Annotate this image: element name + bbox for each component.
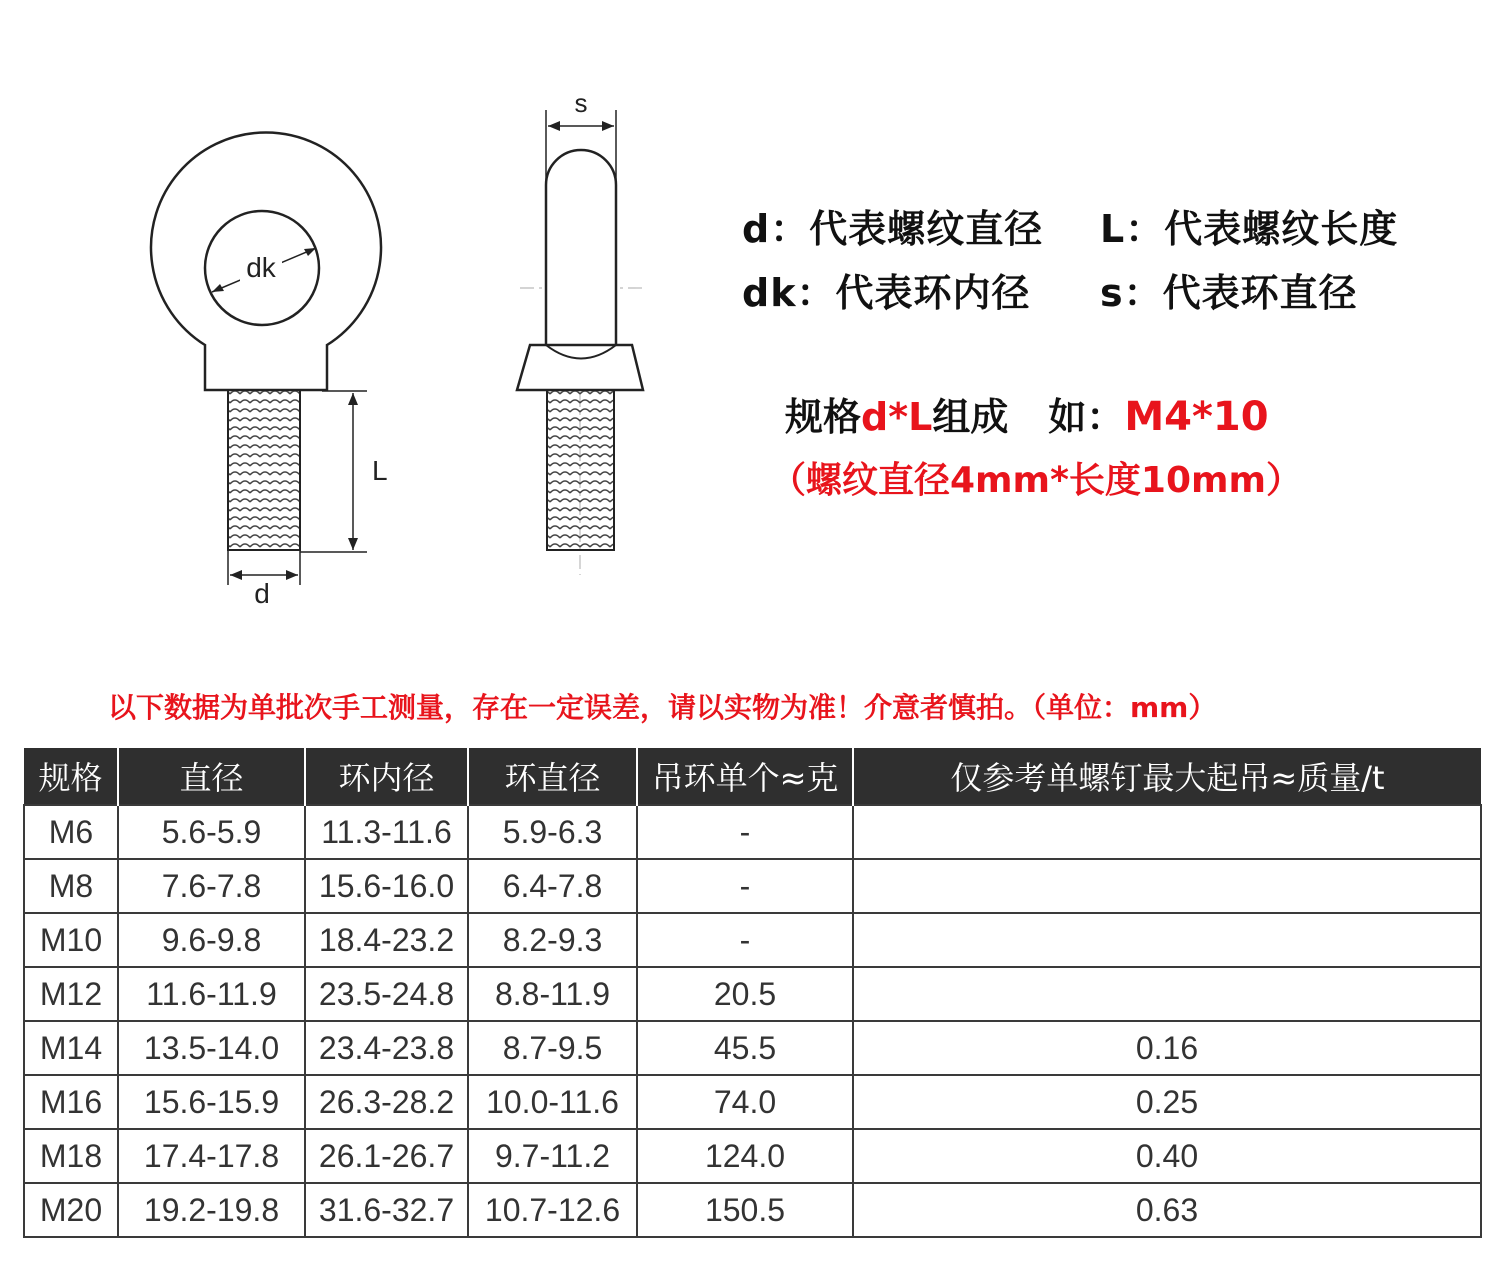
legend-s: s：代表环直径 — [1100, 271, 1358, 315]
cell-spec: M10 — [24, 913, 118, 967]
cell-max-lift — [853, 859, 1481, 913]
measurement-notice: 以下数据为单批次手工测量，存在一定误差，请以实物为准！介意者慎拍。（单位：mm） — [108, 691, 1217, 724]
header-weight: 吊环单个≈克 — [637, 748, 853, 805]
cell-ring-inner: 31.6-32.7 — [305, 1183, 468, 1237]
cell-spec: M16 — [24, 1075, 118, 1129]
cell-ring-inner: 23.4-23.8 — [305, 1021, 468, 1075]
cell-ring-diameter: 8.7-9.5 — [468, 1021, 637, 1075]
header-max-lift: 仅参考单螺钉最大起吊≈质量/t — [853, 748, 1481, 805]
table-header-row — [24, 748, 1481, 805]
cell-max-lift: 0.63 — [853, 1183, 1481, 1237]
cell-max-lift: 0.25 — [853, 1075, 1481, 1129]
cell-spec: M18 — [24, 1129, 118, 1183]
cell-weight: 20.5 — [637, 967, 853, 1021]
spec-table — [23, 748, 1482, 1238]
cell-diameter: 5.6-5.9 — [118, 805, 305, 859]
table-row — [24, 859, 1481, 913]
cell-ring-diameter: 8.2-9.3 — [468, 913, 637, 967]
side-view — [517, 88, 643, 575]
L-label: L — [372, 455, 388, 486]
spec-prefix: 规格 — [785, 395, 862, 439]
cell-spec: M8 — [24, 859, 118, 913]
cell-ring-diameter: 10.0-11.6 — [468, 1075, 637, 1129]
cell-spec: M12 — [24, 967, 118, 1021]
table-row — [24, 913, 1481, 967]
cell-diameter: 13.5-14.0 — [118, 1021, 305, 1075]
cell-ring-diameter: 5.9-6.3 — [468, 805, 637, 859]
spec-example-label: 如： — [1048, 395, 1125, 439]
cell-weight: - — [637, 913, 853, 967]
cell-weight: 45.5 — [637, 1021, 853, 1075]
cell-ring-inner: 11.3-11.6 — [305, 805, 468, 859]
header-diameter: 直径 — [118, 748, 305, 805]
front-view — [151, 133, 388, 609]
table-row — [24, 967, 1481, 1021]
cell-max-lift — [853, 913, 1481, 967]
cell-ring-inner: 26.3-28.2 — [305, 1075, 468, 1129]
cell-max-lift: 0.40 — [853, 1129, 1481, 1183]
spec-composition — [785, 386, 1269, 441]
cell-diameter: 17.4-17.8 — [118, 1129, 305, 1183]
d-label: d — [254, 578, 270, 609]
cell-ring-inner: 26.1-26.7 — [305, 1129, 468, 1183]
cell-diameter: 11.6-11.9 — [118, 967, 305, 1021]
cell-diameter: 9.6-9.8 — [118, 913, 305, 967]
table-row — [24, 1021, 1481, 1075]
cell-ring-diameter: 9.7-11.2 — [468, 1129, 637, 1183]
dk-label: dk — [246, 252, 276, 283]
cell-ring-inner: 18.4-23.2 — [305, 913, 468, 967]
cell-weight: 124.0 — [637, 1129, 853, 1183]
cell-diameter: 15.6-15.9 — [118, 1075, 305, 1129]
legend-dk: dk：代表环内径 — [742, 271, 1031, 315]
cell-weight: - — [637, 805, 853, 859]
table-row — [24, 1129, 1481, 1183]
table-row — [24, 805, 1481, 859]
cell-weight: - — [637, 859, 853, 913]
s-label: s — [574, 88, 588, 118]
cell-spec: M14 — [24, 1021, 118, 1075]
spec-explanation: （螺纹直径4mm*长度10mm） — [770, 460, 1303, 501]
cell-diameter: 7.6-7.8 — [118, 859, 305, 913]
spec-formula: d*L — [861, 395, 933, 439]
header-ring-inner-diameter: 环内径 — [305, 748, 468, 805]
cell-weight: 150.5 — [637, 1183, 853, 1237]
header-ring-diameter: 环直径 — [468, 748, 637, 805]
cell-ring-diameter: 10.7-12.6 — [468, 1183, 637, 1237]
legend-L: L：代表螺纹长度 — [1100, 207, 1399, 251]
cell-spec: M6 — [24, 805, 118, 859]
cell-diameter: 19.2-19.8 — [118, 1183, 305, 1237]
header-spec: 规格 — [24, 748, 118, 805]
cell-max-lift: 0.16 — [853, 1021, 1481, 1075]
cell-ring-diameter: 8.8-11.9 — [468, 967, 637, 1021]
cell-ring-diameter: 6.4-7.8 — [468, 859, 637, 913]
spec-suffix: 组成 — [932, 395, 1009, 439]
spec-example-value: M4*10 — [1124, 394, 1269, 440]
cell-spec: M20 — [24, 1183, 118, 1237]
table-row — [24, 1075, 1481, 1129]
eye-bolt-drawing — [0, 0, 760, 640]
cell-max-lift — [853, 805, 1481, 859]
table-row — [24, 1183, 1481, 1237]
cell-ring-inner: 15.6-16.0 — [305, 859, 468, 913]
cell-max-lift — [853, 967, 1481, 1021]
cell-weight: 74.0 — [637, 1075, 853, 1129]
cell-ring-inner: 23.5-24.8 — [305, 967, 468, 1021]
legend-d: d：代表螺纹直径 — [742, 207, 1044, 251]
